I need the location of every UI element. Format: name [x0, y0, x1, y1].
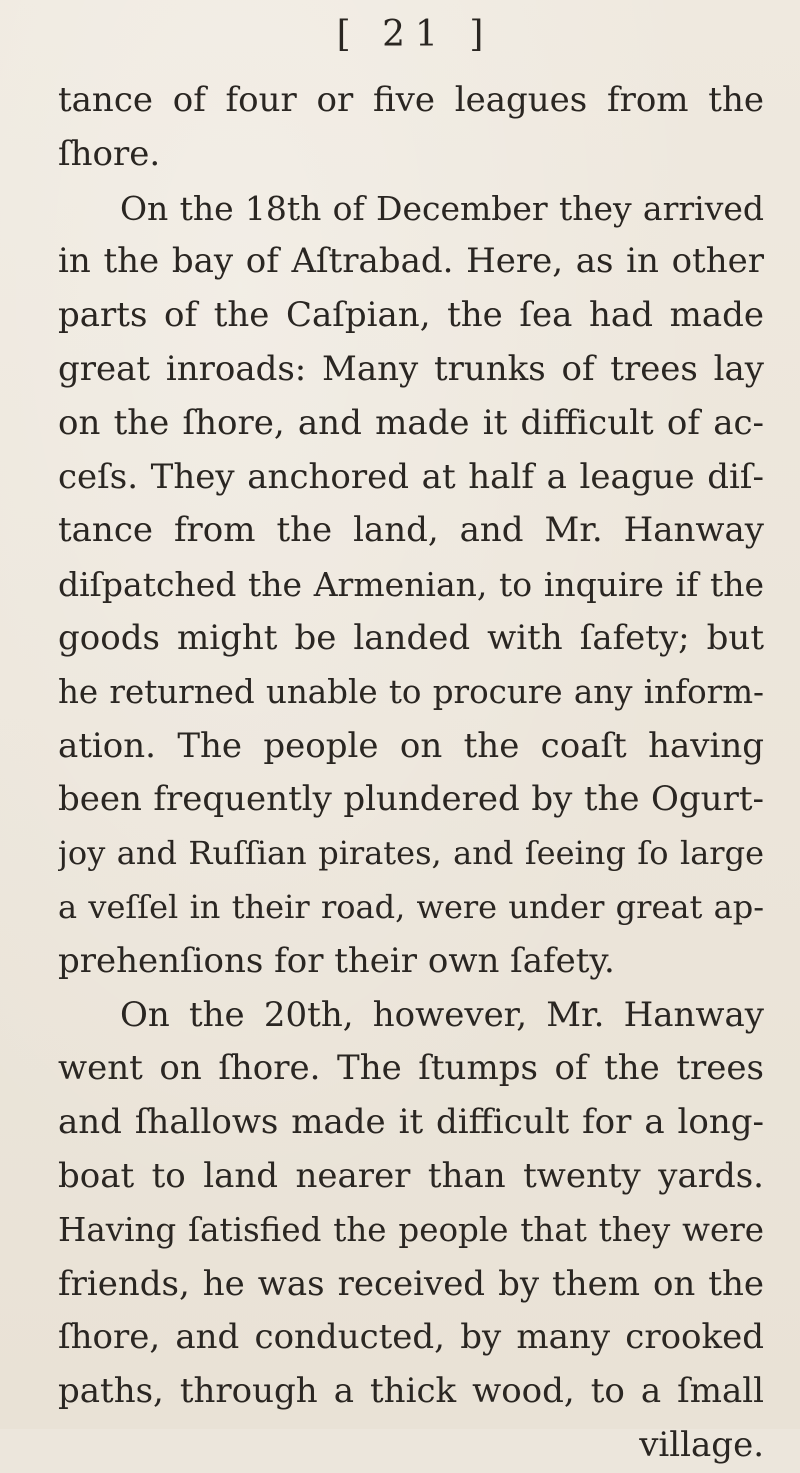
- text-line: friends, he was received by them on the: [58, 1263, 764, 1304]
- text-line: went on ſhore. The ſtumps of the trees: [58, 1048, 764, 1089]
- text-line: Having ſatisfied the people that they were: [58, 1210, 764, 1249]
- text-line: diſpatched the Armenian, to inquire if the: [58, 565, 764, 605]
- text-line: prehenſions for their own ſafety.: [58, 940, 615, 981]
- text-line: and ſhallows made it difficult for a long-: [58, 1102, 764, 1143]
- text-line: ſhore, and conducted, by many crooked: [58, 1317, 764, 1358]
- text-line: ſhore.: [58, 133, 161, 174]
- page-number: [ 21 ]: [336, 14, 494, 55]
- text-line: ation. The people on the coaſt having: [58, 725, 764, 766]
- text-line: great inroads: Many trunks of trees lay: [58, 348, 764, 389]
- text-line: ceſs. They anchored at half a league diſ-: [58, 456, 764, 497]
- text-line: tance of four or five leagues from the: [58, 80, 764, 120]
- text-line: a veſſel in their road, were under great ap-: [58, 887, 764, 926]
- text-line: goods might be landed with ſafety; but: [58, 617, 764, 658]
- text-line: on the ſhore, and made it difficult of ac-: [58, 402, 764, 443]
- text-line: joy and Ruſſian pirates, and ſeeing ſo large: [58, 834, 764, 873]
- text-line: paths, through a thick wood, to a ſmall: [58, 1371, 764, 1412]
- text-line: tance from the land, and Mr. Hanway: [58, 510, 764, 551]
- text-line: he returned unable to procure any inform-: [58, 672, 764, 711]
- text-line: village.: [639, 1424, 764, 1465]
- body-text: [58, 74, 764, 1473]
- text-line: parts of the Caſpian, the ſea had made: [58, 295, 764, 336]
- text-line: On the 18th of December they arrived: [120, 188, 764, 228]
- text-line: boat to land nearer than twenty yards.: [58, 1155, 764, 1196]
- text-line: in the bay of Aſtrabad. Here, as in other: [58, 241, 764, 282]
- text-line: On the 20th, however, Mr. Hanway: [120, 994, 764, 1035]
- text-line: been frequently plundered by the Ogurt-: [58, 779, 764, 820]
